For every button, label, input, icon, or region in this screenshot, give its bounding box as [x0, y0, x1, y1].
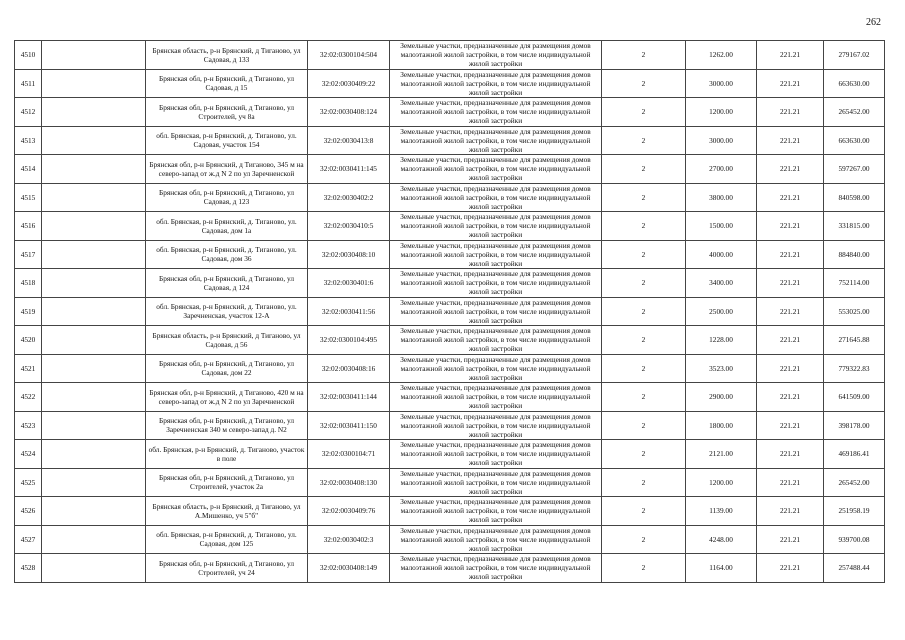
address-cell: Брянская обл, р-н Брянский, д Тиганово, ул Садовая, д 15: [146, 69, 308, 98]
land-use-cell: Земельные участки, предназначенные для размещения домов малоэтажной жилой застройки, в том числе индивидуальной жилой застройки: [390, 269, 602, 298]
address-cell: обл. Брянская, р-н Брянский, д. Тиганово, ул. Заречненская, участок 12-А: [146, 297, 308, 326]
blank-cell: [42, 326, 146, 355]
specific-value-cell: 221.21: [757, 383, 824, 412]
page-number: 262: [866, 17, 881, 28]
row-number: 4514: [15, 155, 42, 184]
category-cell: 2: [602, 297, 686, 326]
row-number: 4513: [15, 126, 42, 155]
row-number: 4524: [15, 440, 42, 469]
blank-cell: [42, 41, 146, 70]
category-cell: 2: [602, 269, 686, 298]
table-row: [15, 183, 885, 212]
cadastral-value-cell: 752114.00: [824, 269, 885, 298]
row-number: 4525: [15, 468, 42, 497]
blank-cell: [42, 183, 146, 212]
specific-value-cell: 221.21: [757, 525, 824, 554]
address-cell: обл. Брянская, р-н Брянский, д. Тиганово, ул. Садовая, дом 36: [146, 240, 308, 269]
table-row: [15, 326, 885, 355]
table-row: [15, 497, 885, 526]
cadastral-value-cell: 663630.00: [824, 126, 885, 155]
table-row: [15, 240, 885, 269]
row-number: 4526: [15, 497, 42, 526]
specific-value-cell: 221.21: [757, 212, 824, 241]
specific-value-cell: 221.21: [757, 69, 824, 98]
row-number: 4511: [15, 69, 42, 98]
specific-value-cell: 221.21: [757, 440, 824, 469]
blank-cell: [42, 554, 146, 583]
address-cell: Брянская обл, р-н Брянский, д Тиганово, ул Садовая, дом 22: [146, 354, 308, 383]
address-cell: Брянская область, р-н Брянский, д Тиганово, ул Садовая, д 56: [146, 326, 308, 355]
address-cell: Брянская область, р-н Брянский, д Тиганово, ул А.Мишенко, уч 5"б": [146, 497, 308, 526]
blank-cell: [42, 525, 146, 554]
category-cell: 2: [602, 183, 686, 212]
row-number: 4512: [15, 98, 42, 127]
land-use-cell: Земельные участки, предназначенные для размещения домов малоэтажной жилой застройки, в том числе индивидуальной жилой застройки: [390, 440, 602, 469]
specific-value-cell: 221.21: [757, 354, 824, 383]
cadastral-value-cell: 469186.41: [824, 440, 885, 469]
category-cell: 2: [602, 212, 686, 241]
category-cell: 2: [602, 354, 686, 383]
category-cell: 2: [602, 440, 686, 469]
row-number: 4527: [15, 525, 42, 554]
table-row: [15, 69, 885, 98]
cadastral-value-cell: 279167.02: [824, 41, 885, 70]
address-cell: Брянская обл, р-н Брянский, д Тиганово, ул Строителей, уч 24: [146, 554, 308, 583]
specific-value-cell: 221.21: [757, 468, 824, 497]
table-row: [15, 354, 885, 383]
specific-value-cell: 221.21: [757, 554, 824, 583]
cadastral-value-cell: 840598.00: [824, 183, 885, 212]
cadastral-number-cell: 32:02:0030411:150: [308, 411, 390, 440]
table-row: [15, 440, 885, 469]
cadastral-value-cell: 641509.00: [824, 383, 885, 412]
blank-cell: [42, 468, 146, 497]
land-use-cell: Земельные участки, предназначенные для размещения домов малоэтажной жилой застройки, в том числе индивидуальной жилой застройки: [390, 497, 602, 526]
address-cell: Брянская обл, р-н Брянский, д Тиганово, ул Садовая, д 123: [146, 183, 308, 212]
category-cell: 2: [602, 525, 686, 554]
area-cell: 1164.00: [686, 554, 757, 583]
specific-value-cell: 221.21: [757, 155, 824, 184]
table-row: [15, 155, 885, 184]
land-use-cell: Земельные участки, предназначенные для размещения домов малоэтажной жилой застройки, в том числе индивидуальной жилой застройки: [390, 183, 602, 212]
area-cell: 2121.00: [686, 440, 757, 469]
cadastral-number-cell: 32:02:0300104:71: [308, 440, 390, 469]
blank-cell: [42, 411, 146, 440]
cadastral-value-cell: 257488.44: [824, 554, 885, 583]
specific-value-cell: 221.21: [757, 98, 824, 127]
land-use-cell: Земельные участки, предназначенные для размещения домов малоэтажной жилой застройки, в том числе индивидуальной жилой застройки: [390, 326, 602, 355]
cadastral-number-cell: 32:02:0030413:8: [308, 126, 390, 155]
area-cell: 2700.00: [686, 155, 757, 184]
table-row: [15, 41, 885, 70]
area-cell: 2500.00: [686, 297, 757, 326]
cadastral-value-cell: 331815.00: [824, 212, 885, 241]
area-cell: 2900.00: [686, 383, 757, 412]
area-cell: 3000.00: [686, 126, 757, 155]
land-use-cell: Земельные участки, предназначенные для размещения домов малоэтажной жилой застройки, в том числе индивидуальной жилой застройки: [390, 69, 602, 98]
category-cell: 2: [602, 326, 686, 355]
land-use-cell: Земельные участки, предназначенные для размещения домов малоэтажной жилой застройки, в том числе индивидуальной жилой застройки: [390, 383, 602, 412]
blank-cell: [42, 126, 146, 155]
blank-cell: [42, 69, 146, 98]
area-cell: 1228.00: [686, 326, 757, 355]
row-number: 4515: [15, 183, 42, 212]
address-cell: обл. Брянская, р-н Брянский, д. Тиганово, участок в поле: [146, 440, 308, 469]
area-cell: 3523.00: [686, 354, 757, 383]
blank-cell: [42, 212, 146, 241]
cadastral-number-cell: 32:02:0030408:130: [308, 468, 390, 497]
area-cell: 1500.00: [686, 212, 757, 241]
address-cell: обл. Брянская, р-н Брянский, д. Тиганово, ул. Садовая, дом 1а: [146, 212, 308, 241]
address-cell: Брянская обл, р-н Брянский, д Тиганово, ул Строителей, уч 8а: [146, 98, 308, 127]
category-cell: 2: [602, 155, 686, 184]
specific-value-cell: 221.21: [757, 183, 824, 212]
cadastral-value-table: [14, 40, 885, 583]
cadastral-number-cell: 32:02:0030411:145: [308, 155, 390, 184]
category-cell: 2: [602, 240, 686, 269]
cadastral-value-cell: 663630.00: [824, 69, 885, 98]
row-number: 4519: [15, 297, 42, 326]
table-row: [15, 383, 885, 412]
cadastral-value-cell: 553025.00: [824, 297, 885, 326]
table-row: [15, 98, 885, 127]
address-cell: Брянская область, р-н Брянский, д Тиганово, ул Садовая, д 133: [146, 41, 308, 70]
cadastral-value-cell: 779322.83: [824, 354, 885, 383]
category-cell: 2: [602, 98, 686, 127]
blank-cell: [42, 354, 146, 383]
specific-value-cell: 221.21: [757, 240, 824, 269]
area-cell: 1139.00: [686, 497, 757, 526]
land-use-cell: Земельные участки, предназначенные для размещения домов малоэтажной жилой застройки, в том числе индивидуальной жилой застройки: [390, 411, 602, 440]
cadastral-number-cell: 32:02:0030411:56: [308, 297, 390, 326]
cadastral-value-cell: 884840.00: [824, 240, 885, 269]
table-body: [15, 41, 885, 583]
area-cell: 4248.00: [686, 525, 757, 554]
category-cell: 2: [602, 41, 686, 70]
cadastral-number-cell: 32:02:0030408:10: [308, 240, 390, 269]
table-row: [15, 411, 885, 440]
table-row: [15, 269, 885, 298]
cadastral-number-cell: 32:02:0030408:16: [308, 354, 390, 383]
cadastral-number-cell: 32:02:0030408:124: [308, 98, 390, 127]
cadastral-number-cell: 32:02:0300104:495: [308, 326, 390, 355]
cadastral-number-cell: 32:02:0030408:149: [308, 554, 390, 583]
area-cell: 1200.00: [686, 98, 757, 127]
land-use-cell: Земельные участки, предназначенные для размещения домов малоэтажной жилой застройки, в том числе индивидуальной жилой застройки: [390, 98, 602, 127]
land-use-cell: Земельные участки, предназначенные для размещения домов малоэтажной жилой застройки, в том числе индивидуальной жилой застройки: [390, 468, 602, 497]
row-number: 4523: [15, 411, 42, 440]
cadastral-value-cell: 265452.00: [824, 98, 885, 127]
specific-value-cell: 221.21: [757, 269, 824, 298]
area-cell: 3400.00: [686, 269, 757, 298]
area-cell: 3800.00: [686, 183, 757, 212]
land-use-cell: Земельные участки, предназначенные для размещения домов малоэтажной жилой застройки, в том числе индивидуальной жилой застройки: [390, 354, 602, 383]
area-cell: 1800.00: [686, 411, 757, 440]
specific-value-cell: 221.21: [757, 411, 824, 440]
specific-value-cell: 221.21: [757, 497, 824, 526]
specific-value-cell: 221.21: [757, 41, 824, 70]
category-cell: 2: [602, 497, 686, 526]
cadastral-value-cell: 265452.00: [824, 468, 885, 497]
category-cell: 2: [602, 554, 686, 583]
table-row: [15, 297, 885, 326]
table-row: [15, 525, 885, 554]
address-cell: Брянская обл, р-н Брянский, д Тиганово, ул Садовая, д 124: [146, 269, 308, 298]
table-row: [15, 126, 885, 155]
cadastral-number-cell: 32:02:0030402:3: [308, 525, 390, 554]
category-cell: 2: [602, 126, 686, 155]
row-number: 4518: [15, 269, 42, 298]
cadastral-value-cell: 398178.00: [824, 411, 885, 440]
specific-value-cell: 221.21: [757, 297, 824, 326]
land-use-cell: Земельные участки, предназначенные для размещения домов малоэтажной жилой застройки, в том числе индивидуальной жилой застройки: [390, 212, 602, 241]
land-use-cell: Земельные участки, предназначенные для размещения домов малоэтажной жилой застройки, в том числе индивидуальной жилой застройки: [390, 554, 602, 583]
blank-cell: [42, 497, 146, 526]
table-row: [15, 468, 885, 497]
category-cell: 2: [602, 383, 686, 412]
land-use-cell: Земельные участки, предназначенные для размещения домов малоэтажной жилой застройки, в том числе индивидуальной жилой застройки: [390, 41, 602, 70]
cadastral-number-cell: 32:02:0030402:2: [308, 183, 390, 212]
land-use-cell: Земельные участки, предназначенные для размещения домов малоэтажной жилой застройки, в том числе индивидуальной жилой застройки: [390, 155, 602, 184]
table-row: [15, 212, 885, 241]
table-row: [15, 554, 885, 583]
category-cell: 2: [602, 69, 686, 98]
specific-value-cell: 221.21: [757, 126, 824, 155]
address-cell: обл. Брянская, р-н Брянский, д. Тиганово, ул. Садовая, участок 154: [146, 126, 308, 155]
blank-cell: [42, 440, 146, 469]
land-use-cell: Земельные участки, предназначенные для размещения домов малоэтажной жилой застройки, в том числе индивидуальной жилой застройки: [390, 126, 602, 155]
address-cell: Брянская обл, р-н Брянский, д Тиганово, 345 м на северо-запад от ж.д N 2 по ул Заречненской: [146, 155, 308, 184]
land-use-cell: Земельные участки, предназначенные для размещения домов малоэтажной жилой застройки, в том числе индивидуальной жилой застройки: [390, 240, 602, 269]
cadastral-number-cell: 32:02:0030409:76: [308, 497, 390, 526]
row-number: 4522: [15, 383, 42, 412]
cadastral-number-cell: 32:02:0030410:5: [308, 212, 390, 241]
address-cell: обл. Брянская, р-н Брянский, д. Тиганово, ул. Садовая, дом 125: [146, 525, 308, 554]
row-number: 4510: [15, 41, 42, 70]
row-number: 4528: [15, 554, 42, 583]
cadastral-number-cell: 32:02:0030411:144: [308, 383, 390, 412]
address-cell: Брянская обл, р-н Брянский, д Тиганово, ул Строителей, участок 2а: [146, 468, 308, 497]
blank-cell: [42, 383, 146, 412]
specific-value-cell: 221.21: [757, 326, 824, 355]
category-cell: 2: [602, 468, 686, 497]
row-number: 4521: [15, 354, 42, 383]
blank-cell: [42, 240, 146, 269]
area-cell: 1262.00: [686, 41, 757, 70]
row-number: 4517: [15, 240, 42, 269]
blank-cell: [42, 155, 146, 184]
row-number: 4520: [15, 326, 42, 355]
area-cell: 1200.00: [686, 468, 757, 497]
cadastral-number-cell: 32:02:0030409:22: [308, 69, 390, 98]
cadastral-value-cell: 939700.08: [824, 525, 885, 554]
land-use-cell: Земельные участки, предназначенные для размещения домов малоэтажной жилой застройки, в том числе индивидуальной жилой застройки: [390, 297, 602, 326]
blank-cell: [42, 297, 146, 326]
cadastral-number-cell: 32:02:0030401:6: [308, 269, 390, 298]
cadastral-number-cell: 32:02:0300104:504: [308, 41, 390, 70]
area-cell: 3000.00: [686, 69, 757, 98]
address-cell: Брянская обл, р-н Брянский, д Тиганово, ул Заречненская 340 м северо-запад д. N2: [146, 411, 308, 440]
cadastral-value-cell: 271645.88: [824, 326, 885, 355]
category-cell: 2: [602, 411, 686, 440]
blank-cell: [42, 269, 146, 298]
blank-cell: [42, 98, 146, 127]
cadastral-value-cell: 597267.00: [824, 155, 885, 184]
cadastral-value-cell: 251958.19: [824, 497, 885, 526]
address-cell: Брянская обл, р-н Брянский, д Тиганово, 420 м на северо-запад от ж.д N 2 по ул Заречненской: [146, 383, 308, 412]
land-use-cell: Земельные участки, предназначенные для размещения домов малоэтажной жилой застройки, в том числе индивидуальной жилой застройки: [390, 525, 602, 554]
area-cell: 4000.00: [686, 240, 757, 269]
row-number: 4516: [15, 212, 42, 241]
